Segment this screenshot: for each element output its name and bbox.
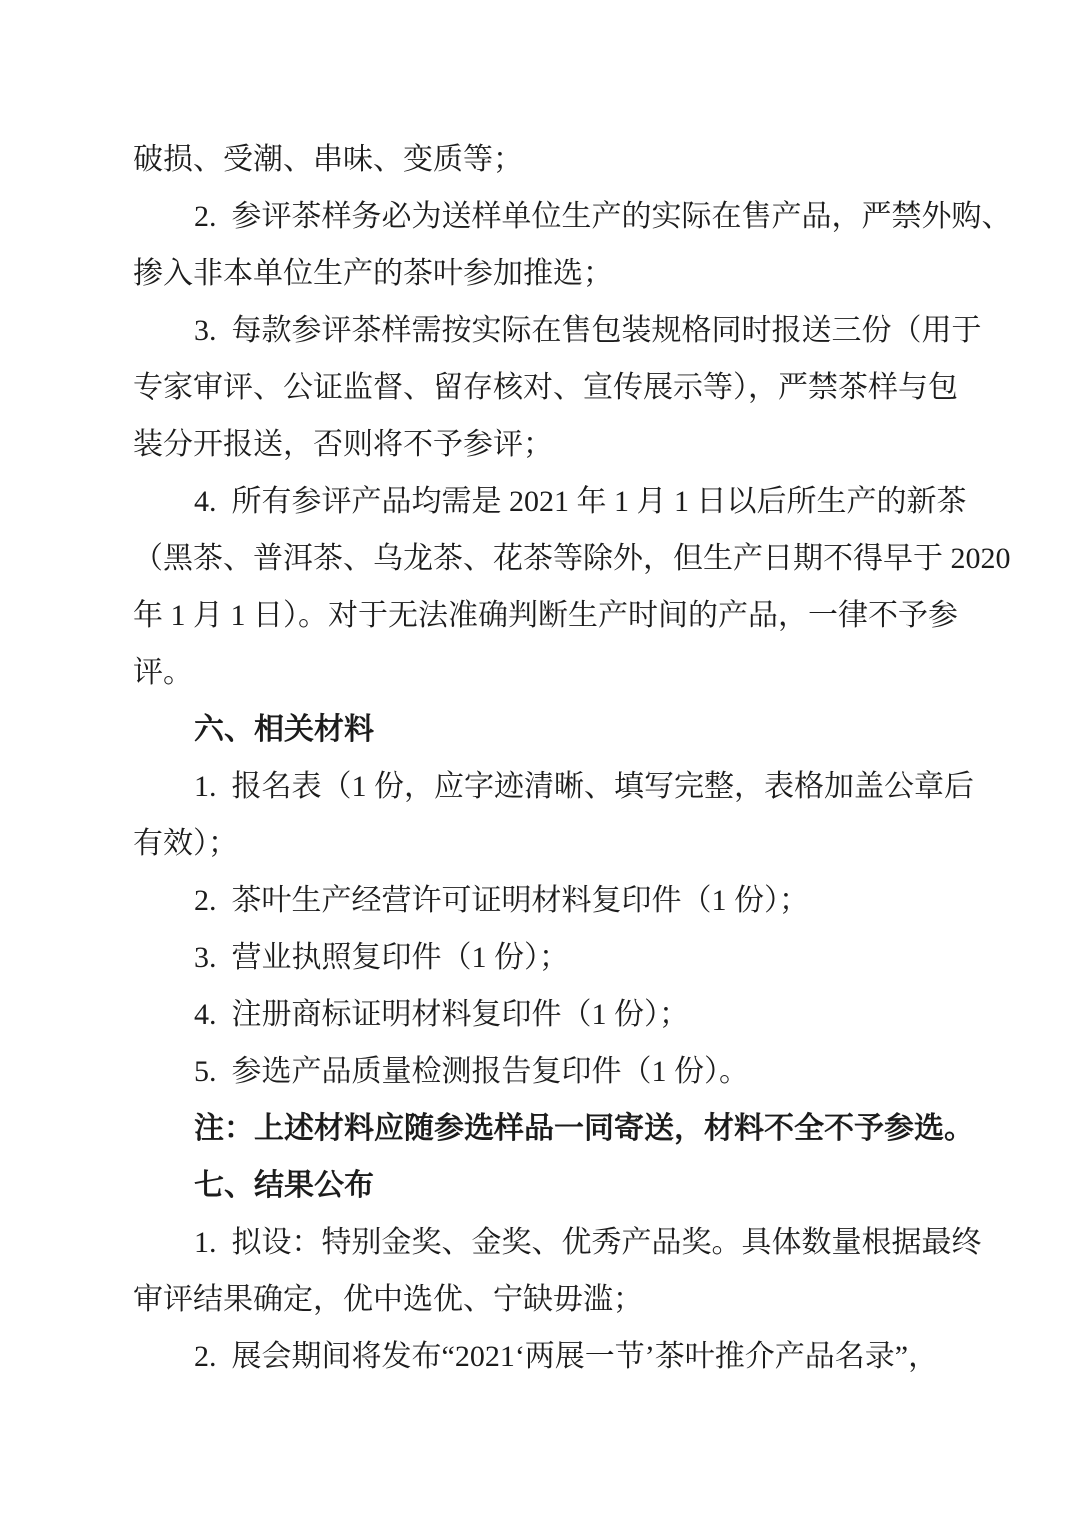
text-line: 装分开报送，否则将不予参评； [133,428,553,461]
text-line: 3. 营业执照复印件（1 份）； [194,941,569,974]
text-line: 2. 茶叶生产经营许可证明材料复印件（1 份）； [194,884,809,917]
text-line: 4. 注册商标证明材料复印件（1 份）； [194,998,689,1031]
text-line: 5. 参选产品质量检测报告复印件（1 份）。 [194,1055,749,1088]
text-line: 有效）； [133,827,238,860]
text-line: 审评结果确定，优中选优、宁缺毋滥； [133,1283,643,1316]
text-line: 4. 所有参评产品均需是 2021 年 1 月 1 日以后所生产的新茶 [194,485,967,518]
section-heading-six: 六、相关材料 [194,713,374,746]
note-line: 注：上述材料应随参选样品一同寄送，材料不全不予参选。 [194,1112,974,1145]
document-body [133,131,1012,1385]
text-line: 评。 [133,656,193,689]
text-line: 2. 展会期间将发布“2021‘两展一节’茶叶推介产品名录”， [194,1340,939,1373]
text-line: 专家审评、公证监督、留存核对、宣传展示等），严禁茶样与包 [133,371,958,404]
text-line: （黑茶、普洱茶、乌龙茶、花茶等除外，但生产日期不得早于 2020 [133,542,1011,575]
text-line: 1. 报名表（1 份，应字迹清晰、填写完整，表格加盖公章后 [194,770,974,803]
text-line: 掺入非本单位生产的茶叶参加推选； [133,257,613,290]
text-line: 1. 拟设：特别金奖、金奖、优秀产品奖。具体数量根据最终 [194,1226,982,1259]
section-heading-seven: 七、结果公布 [194,1169,374,1202]
text-line: 年 1 月 1 日）。对于无法准确判断生产时间的产品，一律不予参 [133,599,958,632]
text-line: 2. 参评茶样务必为送样单位生产的实际在售产品，严禁外购、 [194,200,1012,233]
text-line: 3. 每款参评茶样需按实际在售包装规格同时报送三份（用于 [194,314,982,347]
text-line: 破损、受潮、串味、变质等； [133,143,523,176]
